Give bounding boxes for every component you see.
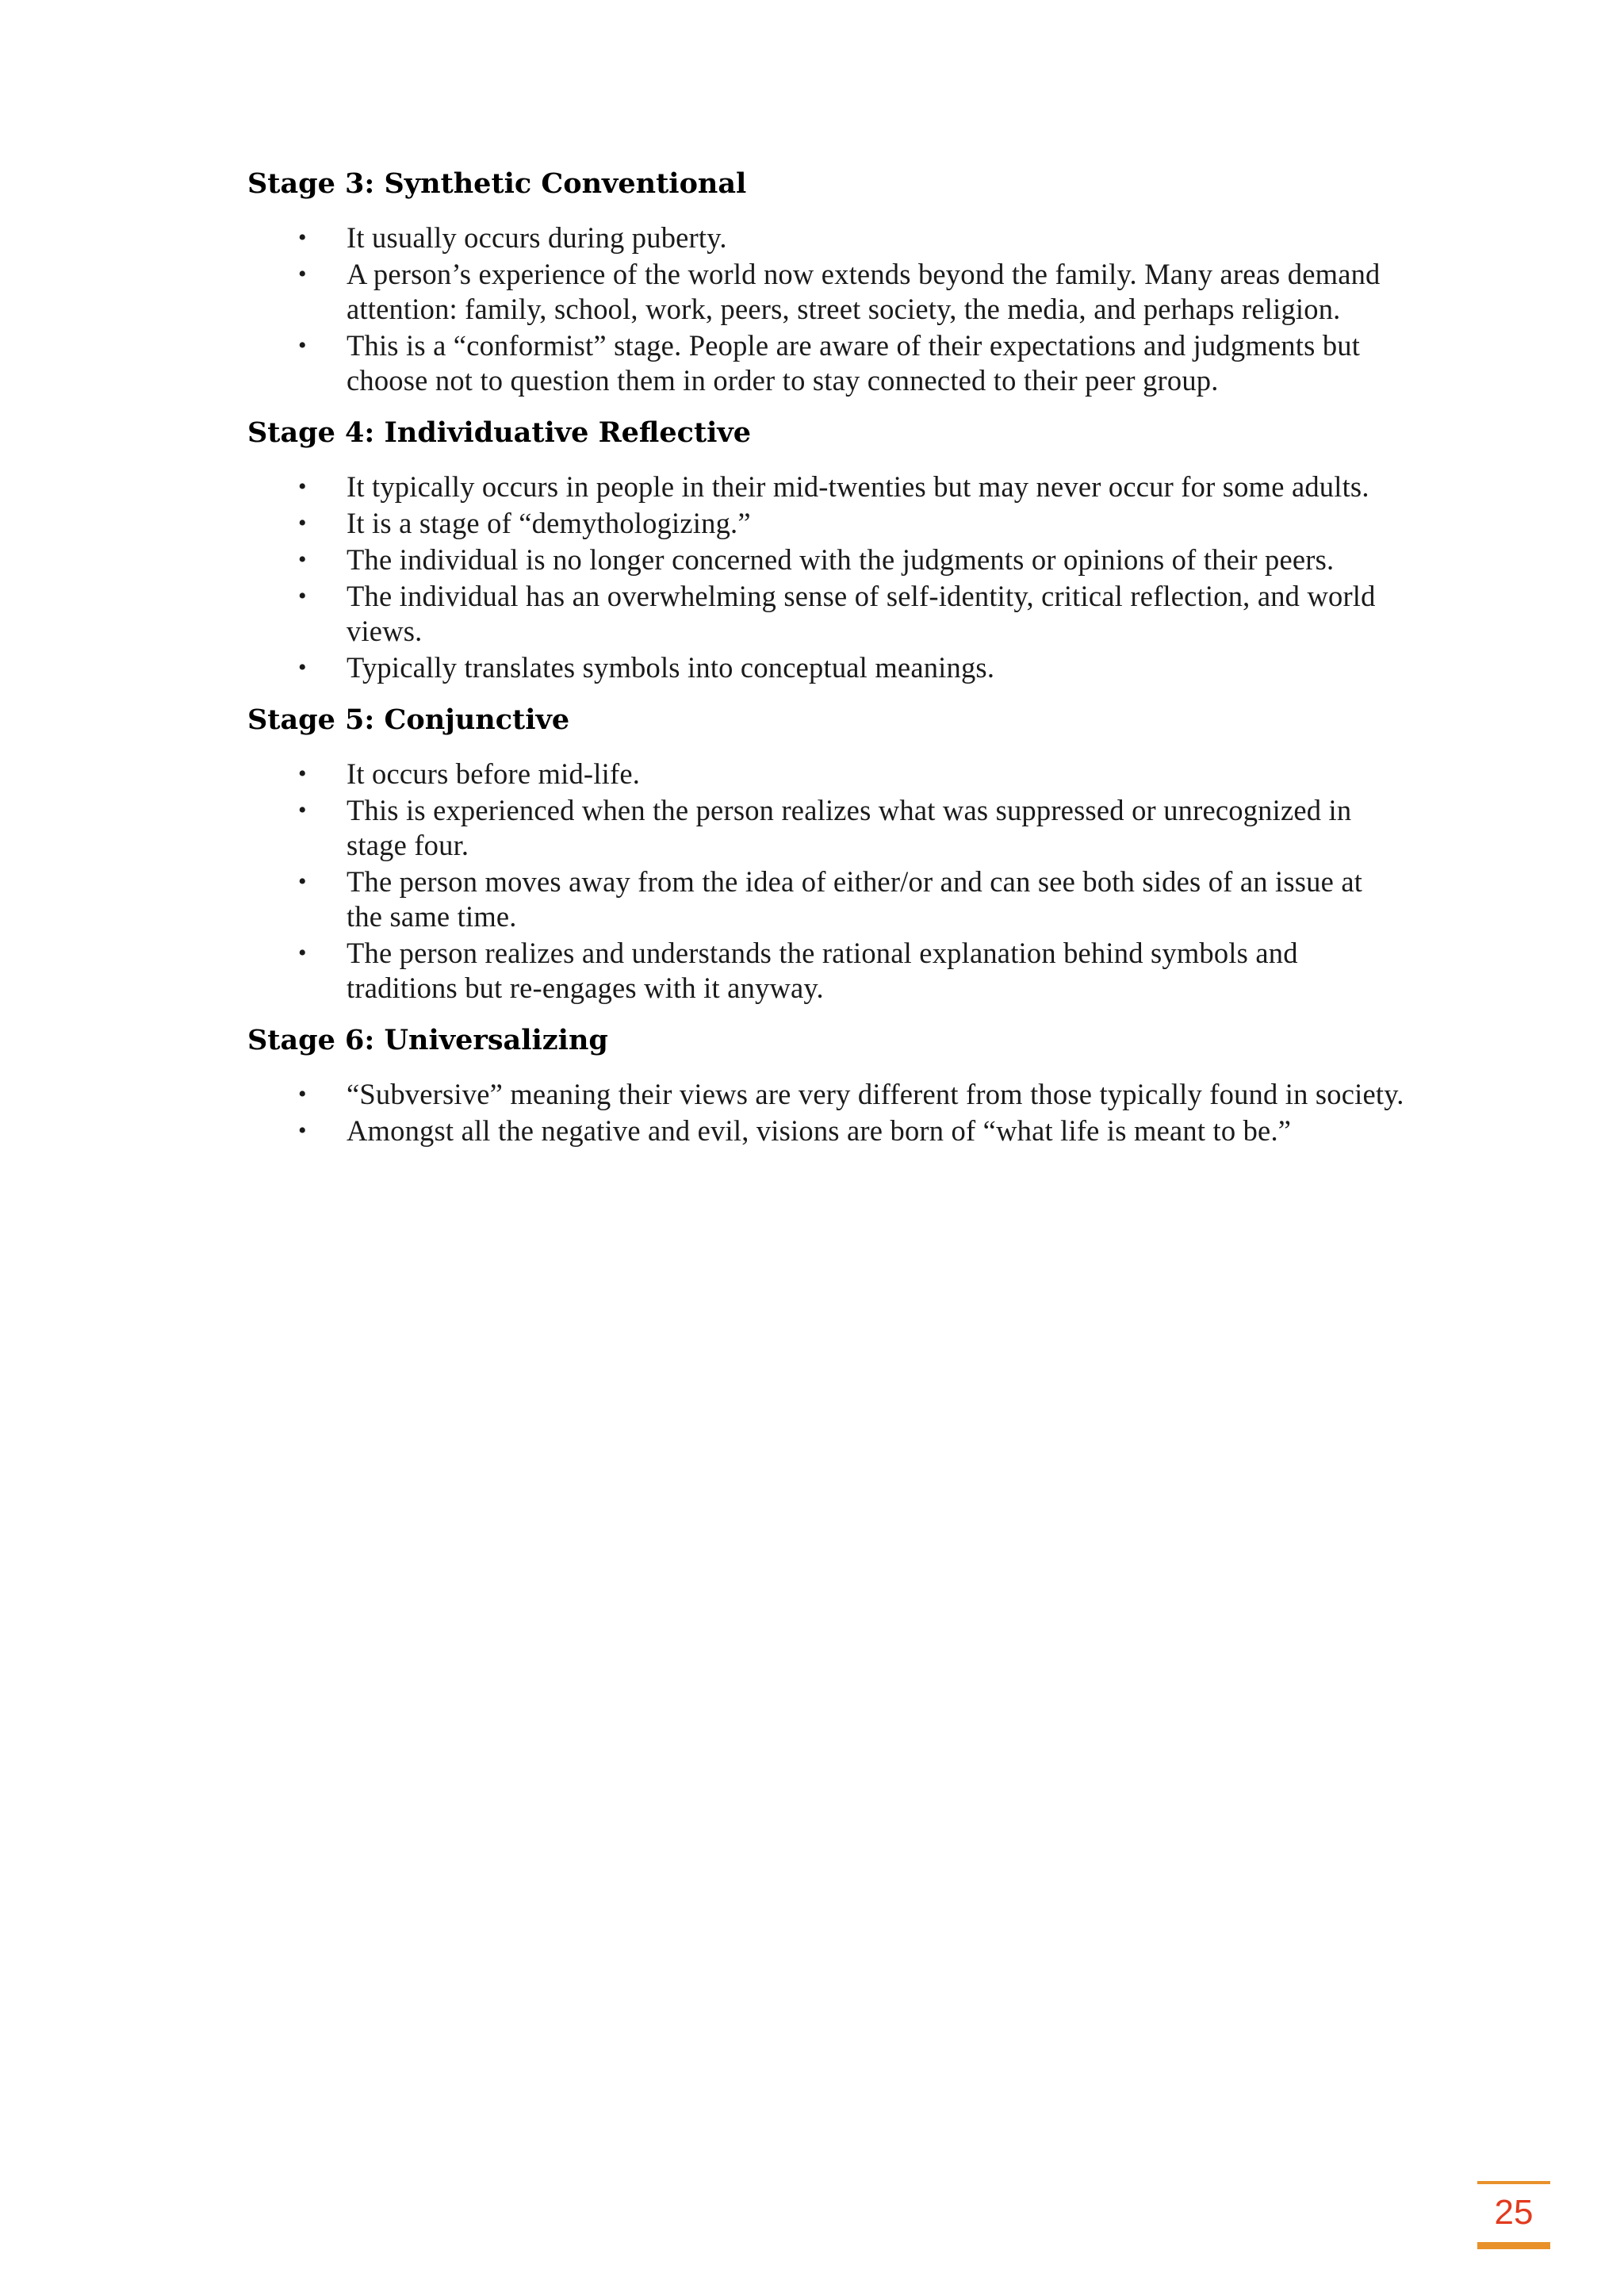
list-item-text: “Subversive” meaning their views are very different from those typically found in society.: [347, 1078, 1404, 1110]
list-item: [247, 757, 1405, 792]
list-item: [247, 542, 1405, 577]
list-item-text: The person moves away from the idea of either/or and can see both sides of an issue at the same time.: [347, 865, 1363, 933]
list-item: [247, 470, 1405, 504]
document-body: [247, 167, 1405, 1166]
bullet-icon: •: [298, 583, 307, 609]
list-item: [247, 579, 1405, 649]
list-item: [247, 936, 1405, 1006]
bullet-icon: •: [298, 868, 307, 895]
bullet-icon: •: [298, 1117, 307, 1144]
list-item: [247, 1114, 1405, 1148]
list-item: [247, 1077, 1405, 1112]
list-item: [247, 506, 1405, 541]
list-item: [247, 793, 1405, 863]
list-item-text: The person realizes and understands the rational explanation behind symbols and traditions but re-engages with it anyway.: [347, 937, 1298, 1004]
list-item: [247, 650, 1405, 685]
bullet-icon: •: [298, 654, 307, 680]
bullet-icon: •: [298, 473, 307, 500]
bullet-icon: •: [298, 546, 307, 573]
section-heading-stage-5: Stage 5: Conjunctive: [247, 703, 570, 736]
list-item: [247, 220, 1405, 255]
bullet-list-stage-5: [247, 757, 1405, 1006]
section-heading-stage-6: Stage 6: Universalizing: [247, 1024, 608, 1056]
bullet-icon: •: [298, 261, 307, 287]
list-item-text: This is a “conformist” stage. People are aware of their expectations and judgments but choose not to question them in order to stay connected to their peer group.: [347, 329, 1361, 397]
list-item: [247, 328, 1405, 398]
list-item-text: Typically translates symbols into conceptual meanings.: [347, 651, 995, 684]
list-item-text: A person’s experience of the world now extends beyond the family. Many areas demand attention: family, school, work, peers, street society, the media, and perhaps religion.: [347, 258, 1381, 325]
list-item: [247, 257, 1405, 327]
bullet-icon: •: [298, 940, 307, 966]
page-number-top-rule: [1477, 2181, 1550, 2184]
bullet-list-stage-4: [247, 470, 1405, 685]
bullet-icon: •: [298, 797, 307, 823]
bullet-icon: •: [298, 510, 307, 536]
bullet-list-stage-3: [247, 220, 1405, 398]
section-heading-stage-4: Stage 4: Individuative Reflective: [247, 416, 752, 449]
page-number: 25: [1494, 2193, 1534, 2232]
bullet-icon: •: [298, 761, 307, 787]
list-item-text: It occurs before mid-life.: [347, 757, 641, 790]
list-item-text: It is a stage of “demythologizing.”: [347, 507, 751, 539]
list-item-text: The individual is no longer concerned with the judgments or opinions of their peers.: [347, 543, 1335, 576]
bullet-icon: •: [298, 332, 307, 358]
page-number-footer: [1477, 2181, 1550, 2249]
bullet-icon: •: [298, 1081, 307, 1107]
page-number-bottom-rule: [1477, 2242, 1550, 2249]
section-heading-stage-3: Stage 3: Synthetic Conventional: [247, 167, 747, 200]
list-item-text: The individual has an overwhelming sense of self-identity, critical reflection, and world views.: [347, 580, 1376, 647]
list-item-text: This is experienced when the person realizes what was suppressed or unrecognized in stage four.: [347, 794, 1352, 861]
list-item-text: It usually occurs during puberty.: [347, 221, 727, 254]
list-item-text: It typically occurs in people in their mid-twenties but may never occur for some adults.: [347, 470, 1369, 503]
bullet-list-stage-6: [247, 1077, 1405, 1148]
bullet-icon: •: [298, 224, 307, 251]
list-item-text: Amongst all the negative and evil, visions are born of “what life is meant to be.”: [347, 1114, 1292, 1147]
list-item: [247, 864, 1405, 934]
